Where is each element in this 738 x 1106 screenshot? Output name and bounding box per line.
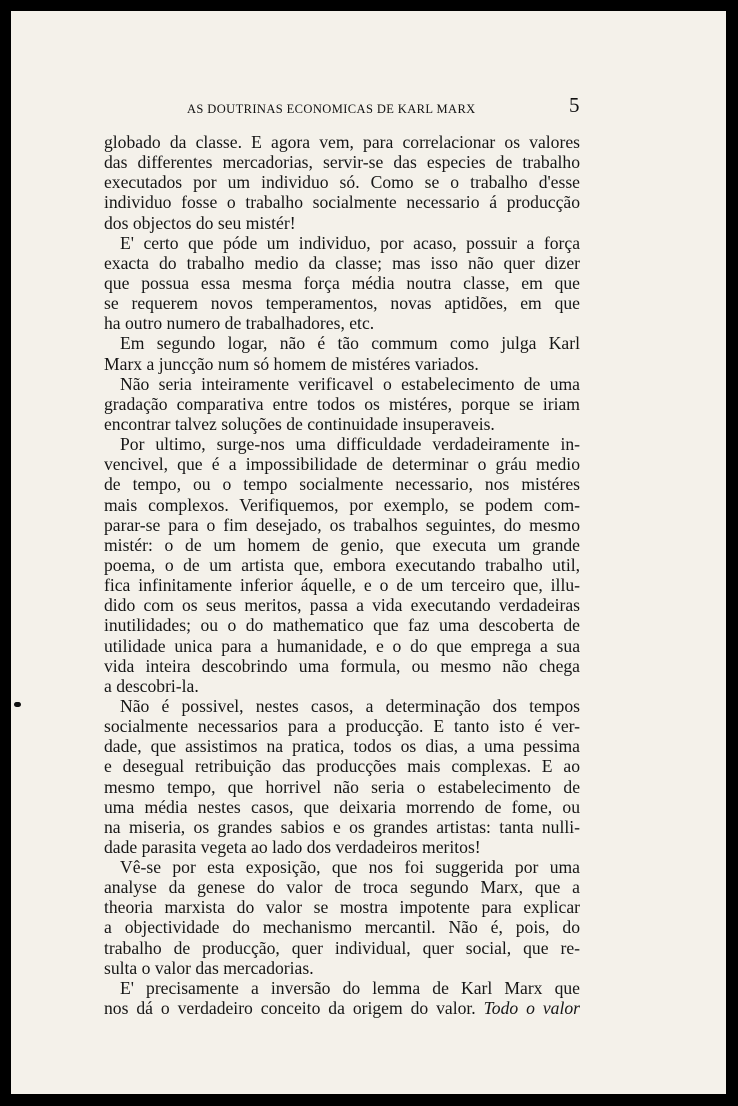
text-line: mistér: o de um homem de genio, que executa um grande (104, 534, 580, 555)
text-line: executados por um individuo só. Como se o trabalho d'esse (104, 172, 580, 193)
text-line: socialmente necessarios para a producção. E tanto isto é ver- (104, 716, 580, 737)
book-page (11, 11, 726, 1094)
running-title: AS DOUTRINAS ECONOMICAS DE KARL MARX (187, 102, 476, 116)
body-text (104, 132, 580, 1018)
text-line: trabalho de producção, quer individual, quer social, que re- (104, 937, 580, 958)
text-line: mais complexos. Verifiquemos, por exemplo, se podem com- (104, 494, 580, 515)
text-line: das differentes mercadorias, servir-se das especies de trabalho (104, 152, 580, 173)
text-line: na miseria, os grandes sabios e os grandes artistas: tanta nulli- (104, 816, 580, 837)
text-line: encontrar talvez soluções de continuidade insuperaveis. (104, 413, 495, 434)
text-line: Vê-se por esta exposição, que nos foi suggerida por uma (120, 857, 580, 878)
text-line: utilidade unica para a humanidade, e o do que emprega a sua (104, 635, 580, 656)
text-line: a descobri-la. (104, 675, 199, 696)
text-line: individuo fosse o trabalho socialmente necessario á producção (104, 192, 580, 213)
text-line: se requerem novos temperamentos, novas aptidões, em que (104, 293, 580, 314)
text-line: Marx a juncção num só homem de mistéres variados. (104, 353, 479, 374)
text-line: theoria marxista do valor se mostra impotente para explicar (104, 897, 580, 918)
text-line: dido com os seus meritos, passa a vida executando verdadeiras (104, 595, 580, 616)
text-line: Em segundo logar, não é tão commum como julga Karl (120, 333, 580, 354)
text-line: e desegual retribuição das producções mais complexas. E ao (104, 756, 580, 777)
text-line: dade, que assistimos na pratica, todos os dias, a uma pessima (104, 736, 580, 757)
text-line: gradação comparativa entre todos os mistéres, porque se iriam (104, 393, 580, 414)
page-number: 5 (569, 93, 580, 117)
text-line-last-italic: Todo o valor (483, 998, 580, 1019)
text-line: Por ultimo, surge-nos uma difficuldade verdadeiramente in- (120, 434, 580, 455)
page-header (11, 93, 726, 123)
text-line-last-roman: nos dá o verdadeiro conceito da origem do valor. (104, 998, 476, 1019)
ink-speck (14, 702, 21, 707)
text-line: Não seria inteiramente verificavel o estabelecimento de uma (120, 373, 580, 394)
text-line: dade parasita vegeta ao lado dos verdadeiros meritos! (104, 836, 481, 857)
text-line: analyse da genese do valor de troca segundo Marx, que a (104, 877, 580, 898)
text-line: que possua essa mesma força média noutra classe, em que (104, 272, 580, 293)
text-line: uma média nestes casos, que deixaria morrendo de fome, ou (104, 796, 580, 817)
text-line: dos objectos do seu mistér! (104, 212, 296, 233)
text-line: fica infinitamente inferior áquelle, e o de um terceiro que, illu- (104, 575, 580, 596)
text-line: mesmo tempo, que horrivel não seria o estabelecimento de (104, 776, 580, 797)
text-line: vida inteira descobrindo uma formula, ou mesmo não chega (104, 655, 580, 676)
text-line: poema, o de um artista que, embora executando trabalho util, (104, 554, 580, 575)
text-line: ha outro numero de trabalhadores, etc. (104, 313, 375, 334)
text-line: E' certo que póde um individuo, por acaso, possuir a força (120, 232, 580, 253)
text-line: de tempo, ou o tempo socialmente necessario, nos mistéres (104, 474, 580, 495)
text-line: parar-se para o fim desejado, os trabalhos seguintes, do mesmo (104, 514, 580, 535)
text-line: exacta do trabalho medio da classe; mas isso não quer dizer (104, 252, 580, 273)
text-line: sulta o valor das mercadorias. (104, 957, 314, 978)
text-line-last (104, 998, 580, 1018)
text-line: vencivel, que é a impossibilidade de determinar o gráu medio (104, 454, 580, 475)
text-line: E' precisamente a inversão do lemma de Karl Marx que (120, 977, 580, 998)
text-line: inutilidades; ou o do mathematico que faz uma descoberta de (104, 615, 580, 636)
text-line: globado da classe. E agora vem, para correlacionar os valores (104, 132, 580, 152)
text-line: Não é possivel, nestes casos, a determinação dos tempos (120, 695, 580, 716)
text-line: a objectividade do mechanismo mercantil. Não é, pois, do (104, 917, 580, 938)
